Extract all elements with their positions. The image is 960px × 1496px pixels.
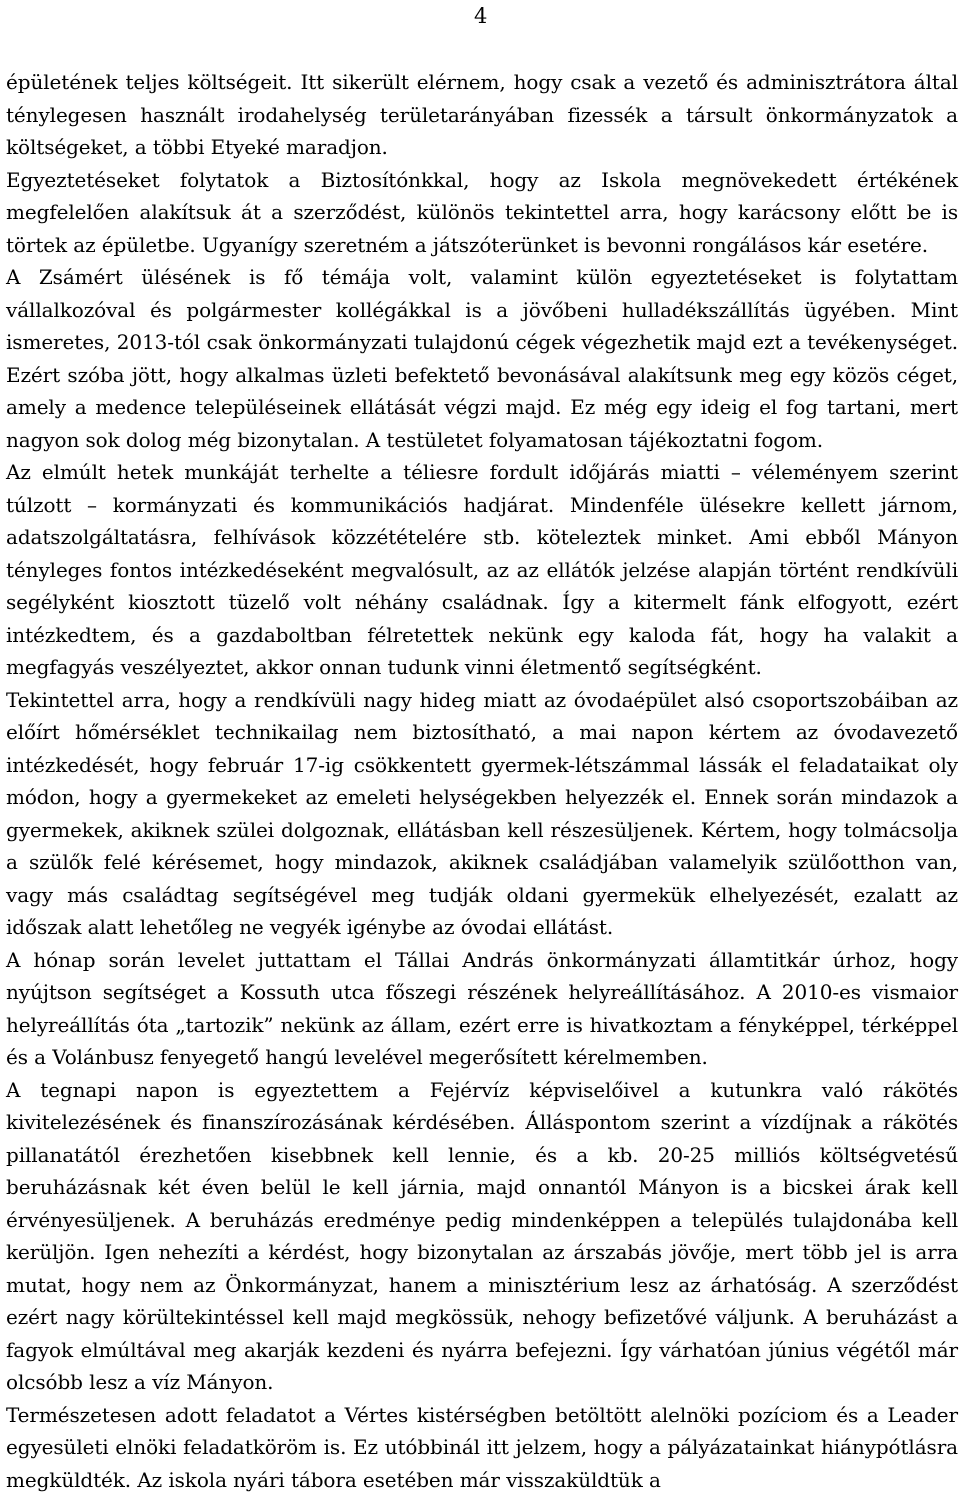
paragraph-1: épületének teljes költségeit. Itt sikerült elérnem, hogy csak a vezető és adminisztrátora által ténylegesen használt irodahelység területarányában fizessék a társult önkormányzatok a költségeket, a többi Etyeké maradjon. — [6, 66, 958, 164]
paragraph-3: A Zsámért ülésének is fő témája volt, valamint külön egyeztetéseket is folytattam vállalkozóval és polgármester kollégákkal is a jövőbeni hulladékszállítás ügyében. Mint ismeretes, 2013-tól csak önkormányzati tulajdonú cégek végezhetik majd ezt a tevékenységet. Ezért szóba jött, hogy alkalmas üzleti befektető bevonásával alakítsunk meg egy közös céget, amely a medence településeinek ellátását végzi majd. Ez még egy ideig el fog tartani, mert nagyon sok dolog még bizonytalan. A testületet folyamatosan tájékoztatni fogom. — [6, 261, 958, 456]
paragraph-7: A tegnapi napon is egyeztettem a Fejérvíz képviselőivel a kutunkra való rákötés kivitelezésének és finanszírozásának kérdésében. Álláspontom szerint a vízdíjnak a rákötés pillanatától érezhetően kisebbnek kell lennie, és a kb. 20-25 milliós költségvetésű beruházásnak két éven belül le kell járnia, majd onnantól Mányon is a bicskei árak kell érvényesüljenek. A beruházás eredménye pedig mindenképpen a település tulajdonába kell kerüljön. Igen nehezíti a kérdést, hogy bizonytalan az árszabás jövője, mert több jel is arra mutat, hogy nem az Önkormányzat, hanem a minisztérium lesz az árhatóság. A szerződést ezért nagy körültekintéssel kell majd megkössük, nehogy befizetővé váljunk. A beruházást a fagyok elmúltával meg akarják kezdeni és nyárra befejezni. Így várhatóan június végétől már olcsóbb lesz a víz Mányon. — [6, 1074, 958, 1399]
document-body — [6, 66, 958, 1496]
paragraph-5: Tekintettel arra, hogy a rendkívüli nagy hideg miatt az óvodaépület alsó csoportszobáiban az előírt hőmérséklet technikailag nem biztosítható, a mai napon kértem az óvodavezető intézkedését, hogy február 17-ig csökkentett gyermek-létszámmal lássák el feladataikat oly módon, hogy a gyermekeket az emeleti helységekben helyezzék el. Ennek során mindazok a gyermekek, akiknek szülei dolgoznak, ellátásban kell részesüljenek. Kértem, hogy tolmácsolja a szülők felé kérésemet, hogy mindazok, akiknek családjában valamelyik szülőotthon van, vagy más családtag segítségével meg tudják oldani gyermekük elhelyezését, ezalatt az időszak alatt lehetőleg ne vegyék igénybe az óvodai ellátást. — [6, 684, 958, 944]
page-number: 4 — [474, 2, 487, 30]
paragraph-2: Egyeztetéseket folytatok a Biztosítónkkal, hogy az Iskola megnövekedett értékének megfelelően alakítsuk át a szerződést, különös tekintettel arra, hogy karácsony előtt be is törtek az épületbe. Ugyanígy szeretném a játszóterünket is bevonni rongálásos kár esetére. — [6, 164, 958, 262]
paragraph-4: Az elmúlt hetek munkáját terhelte a téliesre fordult időjárás miatti – véleményem szerint túlzott – kormányzati és kommunikációs hadjárat. Mindenféle ülésekre kellett járnom, adatszolgáltatásra, felhívások közzétételére stb. köteleztek minket. Ami ebből Mányon tényleges fontos intézkedéseként megvalósult, az az ellátók jelzése alapján történt rendkívüli segélyként kiosztott tüzelő volt néhány családnak. Így a kitermelt fánk elfogyott, ezért intézkedtem, és a gazdaboltban félretettek nekünk egy kaloda fát, hogy ha valakit a megfagyás veszélyeztet, akkor onnan tudunk vinni életmentő segítségként. — [6, 456, 958, 684]
paragraph-6: A hónap során levelet juttattam el Tállai András önkormányzati államtitkár úrhoz, hogy nyújtson segítséget a Kossuth utca főszegi részének helyreállításához. A 2010-es vismaior helyreállítás óta „tartozik” nekünk az állam, ezért erre is hivatkoztam a fényképpel, térképpel és a Volánbusz fenyegető hangú levelével megerősített kérelmemben. — [6, 944, 958, 1074]
paragraph-8: Természetesen adott feladatot a Vértes kistérségben betöltött alelnöki pozíciom és a Leader egyesületi elnöki feladatköröm is. Ez utóbbinál itt jelzem, hogy a pályázatainkat hiánypótlásra megküldték. Az iskola nyári tábora esetében már visszaküldtük a — [6, 1399, 958, 1496]
